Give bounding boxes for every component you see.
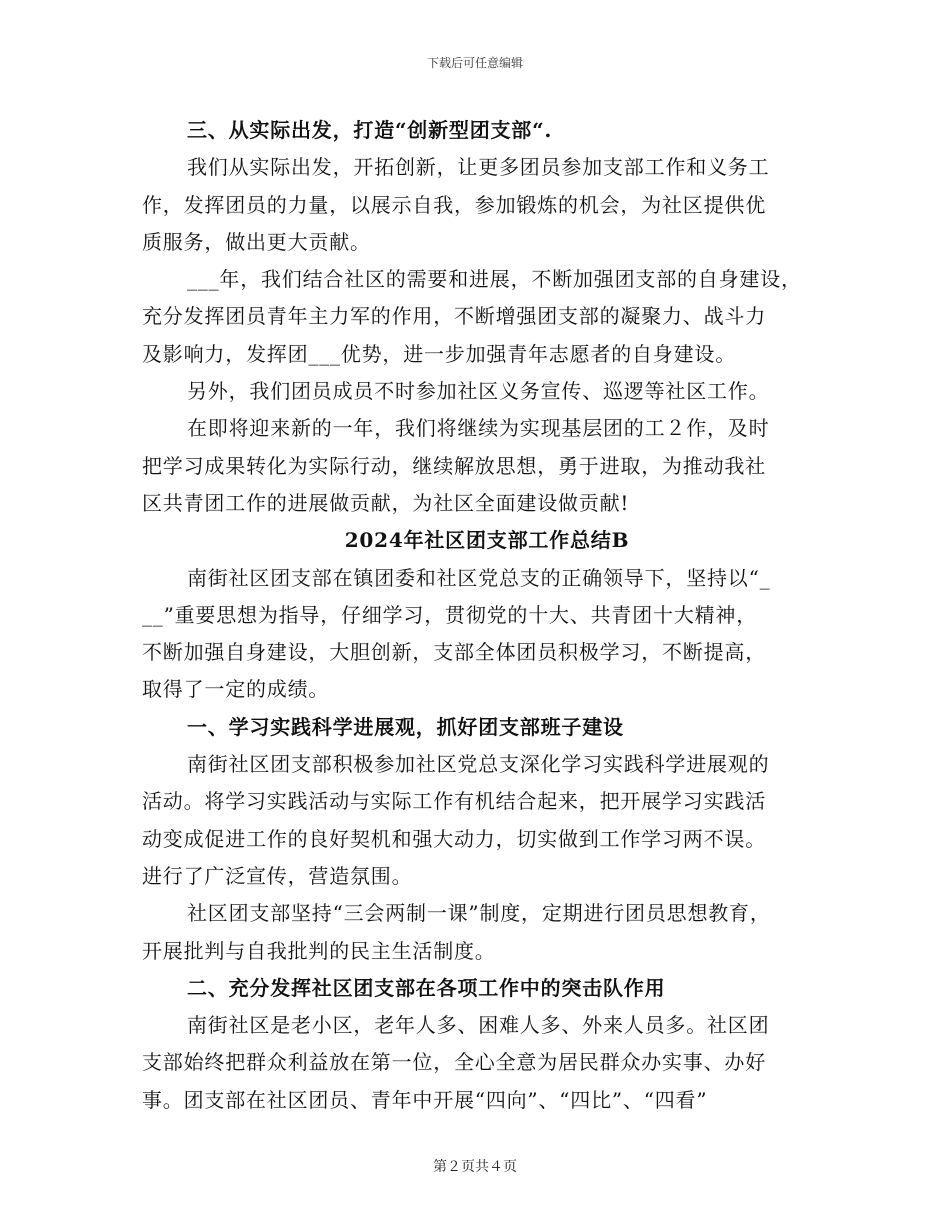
- section-heading: 二、充分发挥社区团支部在各项工作中的突击队作用: [187, 975, 666, 1000]
- section-heading: 一、学习实践科学进展观，抓好团支部班子建设: [187, 714, 624, 739]
- document-title: 2024年社区团支部工作总结B: [344, 528, 630, 553]
- header-note: 下载后可任意编辑: [426, 56, 523, 70]
- paragraph-line: 把学习成果转化为实际行动，继续解放思想，勇于进取，为推动我社: [142, 453, 766, 478]
- section-heading: 三、从实际出发，打造“创新型团支部“.: [187, 118, 553, 142]
- paragraph-line: 取得了一定的成绩。: [142, 677, 330, 702]
- paragraph-line: 支部始终把群众利益放在第一位，全心全意为居民群众办实事、办好: [142, 1050, 766, 1075]
- paragraph-line: 事。团支部在社区团员、青年中开展“四向”、“四比”、“四看”: [142, 1087, 708, 1112]
- document-body: [142, 112, 832, 1119]
- page-number: 第２页共４页: [433, 1159, 517, 1175]
- paragraph-first-line: 另外，我们团员成员不时参加社区义务宣传、巡逻等社区工作。: [187, 379, 770, 404]
- paragraph-first-line: 南街社区是老小区，老年人多、困难人多、外来人员多。社区团: [187, 1013, 770, 1038]
- paragraph-line: 动变成促进工作的良好契机和强大动力，切实做到工作学习两不误。: [142, 826, 766, 851]
- paragraph-line: 质服务，做出更大贡献。: [142, 229, 371, 254]
- paragraph-first-line: 我们从实际出发，开拓创新，让更多团员参加支部工作和义务工: [187, 155, 770, 180]
- paragraph-first-line: 社区团支部坚持“三会两制一课”制度，定期进行团员思想教育，: [187, 901, 771, 926]
- paragraph-line: 充分发挥团员青年主力军的作用，不断增强团支部的凝聚力、战斗力: [142, 304, 766, 329]
- paragraph-line: 作，发挥团员的力量，以展示自我，参加锻炼的机会，为社区提供优: [142, 192, 766, 217]
- paragraph-line: 开展批判与自我批判的民主生活制度。: [142, 938, 496, 963]
- paragraph-first-line: ___年，我们结合社区的需要和进展，不断加强团支部的自身建设，: [187, 267, 802, 292]
- paragraph-line: __”重要思想为指导，仔细学习，贯彻党的十大、共青团十大精神，: [142, 602, 758, 627]
- paragraph-line: 活动。将学习实践活动与实际工作有机结合起来，把开展学习实践活: [142, 789, 766, 814]
- paragraph-line: 及影响力，发挥团___优势，进一步加强青年志愿者的自身建设。: [142, 341, 736, 366]
- paragraph-first-line: 南街社区团支部在镇团委和社区党总支的正确领导下，坚持以“_: [187, 565, 771, 590]
- paragraph-line: 区共青团工作的进展做贡献，为社区全面建设做贡献!: [142, 490, 630, 515]
- paragraph-first-line: 在即将迎来新的一年，我们将继续为实现基层团的工２作，及时: [187, 416, 770, 441]
- paragraph-line: 不断加强自身建设，大胆创新，支部全体团员积极学习，不断提高，: [142, 640, 766, 665]
- paragraph-line: 进行了广泛宣传，营造氛围。: [142, 863, 413, 888]
- paragraph-first-line: 南街社区团支部积极参加社区党总支深化学习实践科学进展观的: [187, 752, 770, 777]
